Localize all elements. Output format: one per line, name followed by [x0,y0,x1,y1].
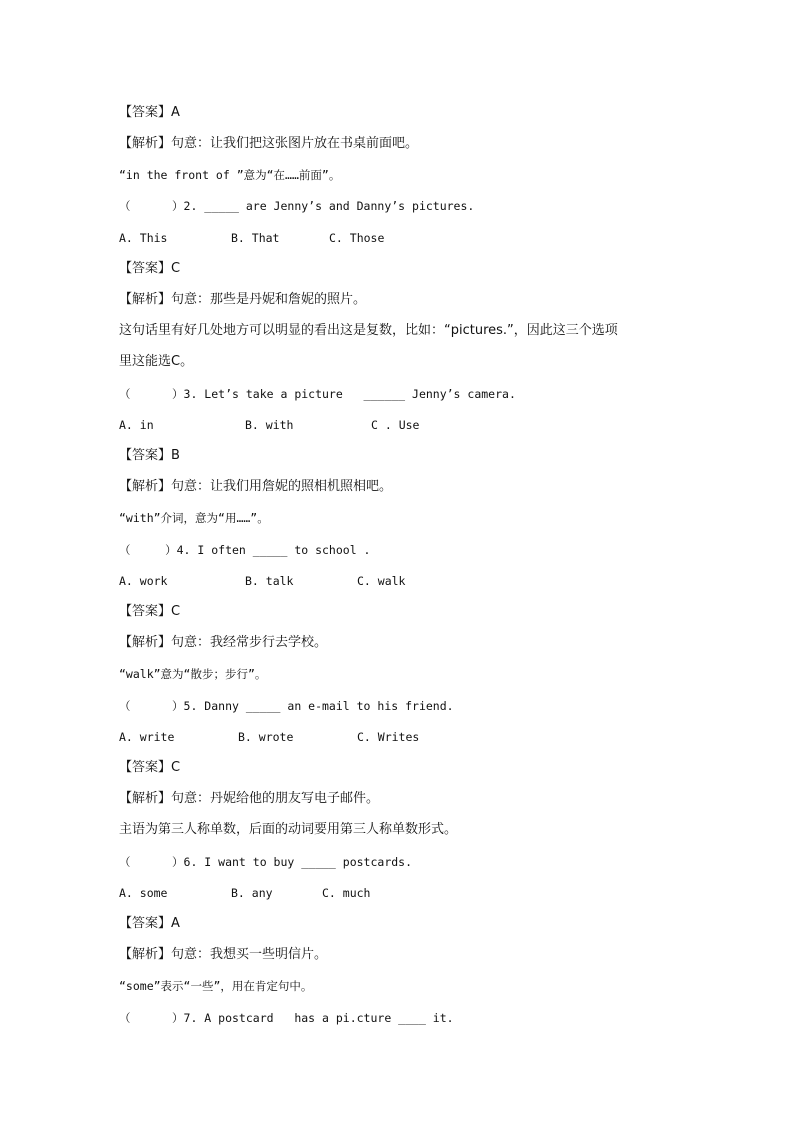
question-7: （ ）7. A postcard has a pi.cture ____ it. [119,1011,454,1025]
explanation-5: 主语为第三人称单数，后面的动词要用第三人称单数形式。 [119,822,458,837]
option-a: A. This [119,231,168,245]
option-c: C . Use [371,418,420,432]
options-3 [119,416,679,434]
option-c: C. Those [329,231,385,245]
answer-2: 【答案】C [119,261,181,276]
option-c: C. much [322,886,371,900]
analysis-6: 【解析】句意：我想买一些明信片。 [119,947,328,962]
answer-3: 【答案】B [119,448,180,463]
explanation-2b: 里这能选C。 [119,354,194,369]
answer-4: 【答案】C [119,604,181,619]
option-b: B. wrote [238,730,294,744]
option-a: A. work [119,574,168,588]
analysis-4: 【解析】句意：我经常步行去学校。 [119,635,328,650]
explanation-4: “walk”意为“散步；步行”。 [119,667,267,681]
options-5 [119,728,679,746]
question-4: （ ）4. I often _____ to school . [119,543,371,557]
analysis-3: 【解析】句意：让我们用詹妮的照相机照相吧。 [119,479,393,494]
options-4 [119,572,679,590]
analysis-2: 【解析】句意：那些是丹妮和詹妮的照片。 [119,292,367,307]
answer-1: 【答案】A [119,105,180,120]
question-2: （ ）2. _____ are Jenny’s and Danny’s pictures. [119,199,475,213]
explanation-6: “some”表示“一些”，用在肯定句中。 [119,979,313,993]
question-6: （ ）6. I want to buy _____ postcards. [119,855,413,869]
option-a: A. in [119,418,154,432]
option-b: B. with [245,418,294,432]
question-5: （ ）5. Danny _____ an e-mail to his friend. [119,699,454,713]
options-2 [119,229,679,247]
option-c: C. walk [357,574,406,588]
answer-6: 【答案】A [119,916,180,931]
question-3: （ ）3. Let’s take a picture ______ Jenny’s camera. [119,387,516,401]
options-6 [119,884,679,902]
option-b: B. any [231,886,273,900]
answer-5: 【答案】C [119,760,181,775]
option-b: B. That [231,231,280,245]
option-a: A. write [119,730,175,744]
explanation-3: “with”介词，意为“用……”。 [119,511,269,525]
option-c: C. Writes [357,730,420,744]
analysis-5: 【解析】句意：丹妮给他的朋友写电子邮件。 [119,791,380,806]
analysis-1: 【解析】句意：让我们把这张图片放在书桌前面吧。 [119,136,419,151]
option-a: A. some [119,886,168,900]
explanation-2a: 这句话里有好几处地方可以明显的看出这是复数，比如：“pictures.”，因此这三个选项 [119,323,618,338]
explanation-1: “in the front of ”意为“在……前面”。 [119,168,341,182]
option-b: B. talk [245,574,294,588]
